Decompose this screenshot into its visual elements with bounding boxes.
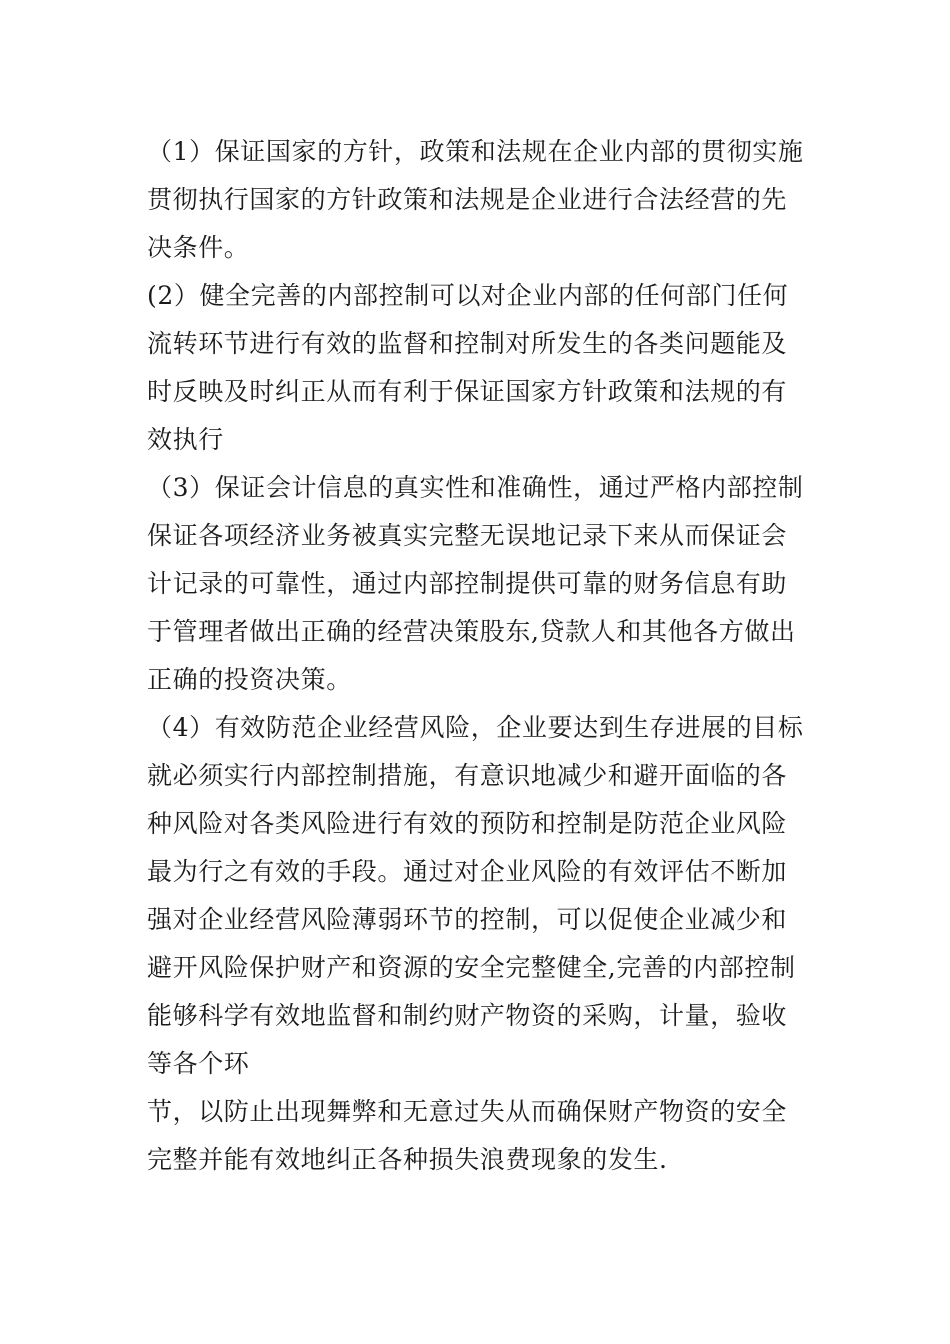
text-line: 最为行之有效的手段。通过对企业风险的有效评估不断加 — [147, 857, 788, 886]
text-line: 等各个环 — [147, 1049, 250, 1078]
text-line: 保证各项经济业务被真实完整无误地记录下来从而保证会 — [147, 521, 788, 550]
text-line: 计记录的可靠性，通过内部控制提供可靠的财务信息有助 — [147, 569, 788, 598]
text-line: （4）有效防范企业经营风险，企业要达到生存进展的目标 — [147, 713, 804, 742]
text-line: 时反映及时纠正从而有利于保证国家方针政策和法规的有 — [147, 377, 788, 406]
text-line: 正确的投资决策。 — [147, 665, 352, 694]
text-line: 种风险对各类风险进行有效的预防和控制是防范企业风险 — [147, 809, 788, 838]
text-line: 贯彻执行国家的方针政策和法规是企业进行合法经营的先 — [147, 185, 788, 214]
text-line: 完整并能有效地纠正各种损失浪费现象的发生. — [147, 1145, 668, 1174]
text-line: 避开风险保护财产和资源的安全完整健全,完善的内部控制 — [147, 953, 796, 982]
text-line: 流转环节进行有效的监督和控制对所发生的各类问题能及 — [147, 329, 788, 358]
text-line: (2）健全完善的内部控制可以对企业内部的任何部门任何 — [147, 281, 789, 310]
text-line: （1）保证国家的方针，政策和法规在企业内部的贯彻实施 — [147, 137, 804, 166]
text-line: 强对企业经营风险薄弱环节的控制，可以促使企业减少和 — [147, 905, 788, 934]
text-line: 于管理者做出正确的经营决策股东,贷款人和其他各方做出 — [147, 617, 796, 646]
text-line: 能够科学有效地监督和制约财产物资的采购，计量，验收 — [147, 1001, 788, 1030]
text-line: 效执行 — [147, 425, 224, 454]
text-line: 节，以防止出现舞弊和无意过失从而确保财产物资的安全 — [147, 1097, 788, 1126]
text-line: （3）保证会计信息的真实性和准确性，通过严格内部控制 — [147, 473, 804, 502]
document-body — [147, 128, 817, 1184]
text-line: 就必须实行内部控制措施，有意识地减少和避开面临的各 — [147, 761, 788, 790]
text-line: 决条件。 — [147, 233, 250, 262]
